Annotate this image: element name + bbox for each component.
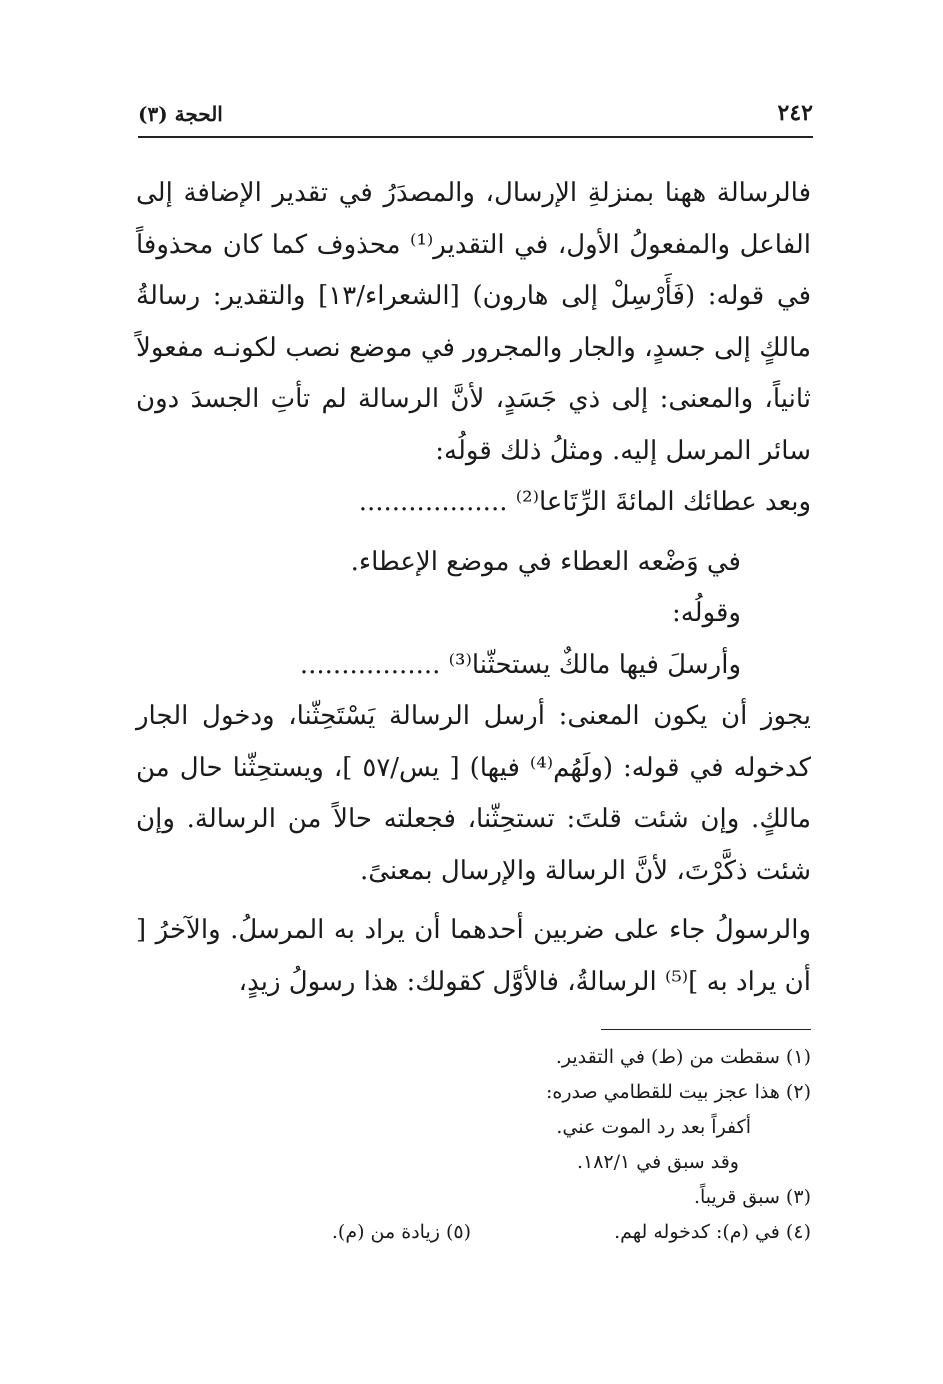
line-qawluhu: وقولُه: <box>671 598 741 628</box>
verse-2-text: وأرسلَ فيها مالكٌ يستحثّنا⁽³⁾ <box>448 649 741 680</box>
paragraph-2: يجوز أن يكون المعنى: أرسل الرسالة يَسْتَحِثّنا، ودخول الجار كدخوله في قوله: (ولَهُم⁽⁴⁾ فيها) [ يس/٥٧ ]، ويستحِثّنا حال من مالكٍ. وإن شئت قلتَ: تستحِثّنا، فجعلته حالاً من الرسالة. وإن شئت ذكَّرْتَ، لأنَّ الرسالة والإرسال بمعنىً. <box>136 701 811 886</box>
footnote-separator <box>601 1029 811 1030</box>
line-after-verse-1: في وَضْعه العطاء في موضع الإعطاء. <box>350 546 741 577</box>
footnotes <box>131 1040 811 1250</box>
page-header <box>138 96 813 138</box>
page-number: ٢٤٢ <box>777 100 813 126</box>
footnote-4: (٤) في (م): كدخوله لهم. <box>614 1221 811 1243</box>
footnote-2: (٢) هذا عجز بيت للقطامي صدره: <box>545 1081 811 1103</box>
verse-1 <box>136 477 811 529</box>
footnote-1: (١) سقطت من (ط) في التقدير. <box>555 1046 811 1068</box>
paragraph-3: والرسولُ جاء على ضربين أحدهما أن يراد به المرسلُ. والآخرُ [ أن يراد به ]⁽⁵⁾ الرسالةُ، فالأوَّل كقولك: هذا رسولُ زيدٍ، <box>136 915 811 997</box>
verse-2-dots: ................. <box>299 649 441 680</box>
footnote-2-reference: وقد سبق في ١٨٢/١. <box>576 1151 739 1173</box>
spacer <box>136 897 811 905</box>
footnote-3: (٣) سبق قريباً. <box>693 1186 811 1208</box>
main-text <box>136 168 811 1008</box>
verse-1-dots: .................. <box>358 487 508 517</box>
running-title: الحجة (٣) <box>138 102 223 126</box>
footnote-2-verse: أكفراً بعد رد الموت عني. <box>556 1116 751 1138</box>
verse-1-text: وبعد عطائك المائةَ الرِّتَاعا⁽²⁾ <box>515 487 811 517</box>
paragraph-1: فالرسالة ههنا بمنزلةِ الإرسال، والمصدَرُ في تقدير الإضافة إلى الفاعل والمفعولُ الأول، في التقدير⁽¹⁾ محذوف كما كان محذوفاً في قوله: (فَأَرْسِلْ إلى هارون) [الشعراء/١٣] والتقدير: رسالةُ مالكٍ إلى جسدٍ، والجار والمجرور في موضع نصب لكونـه مفعولاً ثانياً، والمعنى: إلى ذي جَسَدٍ، لأنَّ الرسالة لم تأتِ الجسدَ دون سائر المرسل إليه. ومثلُ ذلك قولُه: <box>136 178 811 466</box>
spacer <box>136 529 811 537</box>
footnote-row <box>131 1215 811 1250</box>
verse-2 <box>136 640 811 692</box>
footnote-5: (٥) زيادة من (م). <box>331 1221 471 1243</box>
